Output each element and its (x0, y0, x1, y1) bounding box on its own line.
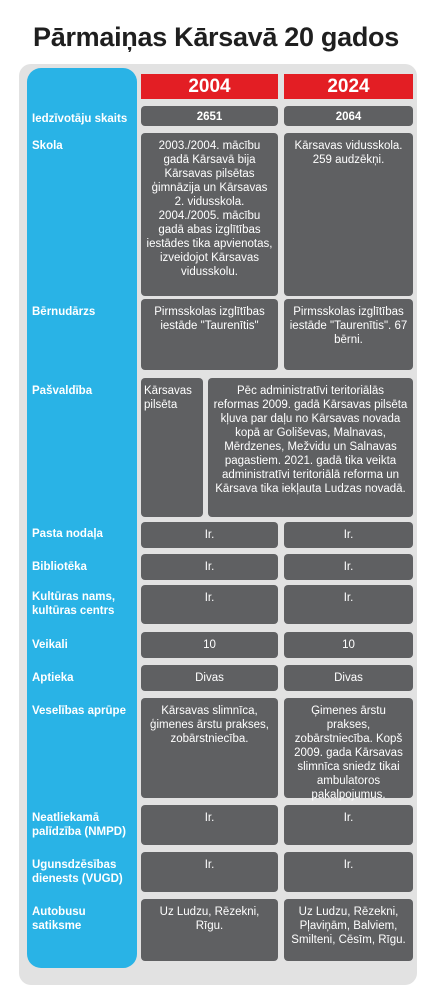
cell-emergency-2004: Ir. (141, 805, 278, 845)
row-label-fire-service: Ugunsdzēsības dienests (VUGD) (32, 859, 123, 885)
cell-emergency-2024: Ir. (284, 805, 413, 845)
cell-fire-service-2024: Ir. (284, 852, 413, 892)
row-label-healthcare: Veselības aprūpe (32, 705, 126, 717)
cell-population-2024: 2064 (284, 106, 413, 126)
column-header-2004: 2004 (141, 74, 278, 99)
row-label-bus-service: Autobusu satiksme (32, 906, 86, 932)
cell-school-2024: Kārsavas vidusskola. 259 audzēkņi. (284, 133, 413, 296)
page-title: Pārmaiņas Kārsavā 20 gados (33, 22, 399, 52)
cell-healthcare-2024: Ģimenes ārstu prakses, zobārstniecība. Kopš 2009. gada Kārsavas slimnīca sniedz tikai ambulatoros pakalpojumus. (284, 698, 413, 798)
cell-culture-house-2004: Ir. (141, 585, 278, 624)
cell-shops-2004: 10 (141, 632, 278, 658)
cell-healthcare-2004: Kārsavas slimnīca, ģimenes ārstu prakses, zobārstniecība. (141, 698, 278, 798)
row-label-library: Bibliotēka (32, 561, 87, 573)
cell-population-2004: 2651 (141, 106, 278, 126)
row-label-post-office: Pasta nodaļa (32, 528, 103, 540)
column-header-2024: 2024 (284, 74, 413, 99)
cell-municipality-2004: Kārsavas pilsēta (141, 378, 203, 517)
cell-bus-service-2024: Uz Ludzu, Rēzekni, Pļaviņām, Balviem, Smilteni, Cēsīm, Rīgu. (284, 899, 413, 961)
cell-library-2004: Ir. (141, 554, 278, 580)
row-label-culture-house: Kultūras nams, kultūras centrs (32, 591, 116, 617)
cell-post-office-2004: Ir. (141, 522, 278, 548)
row-label-school: Skola (32, 140, 63, 152)
row-label-shops: Veikali (32, 639, 68, 651)
cell-culture-house-2024: Ir. (284, 585, 413, 624)
row-label-pharmacy: Aptieka (32, 672, 74, 684)
cell-library-2024: Ir. (284, 554, 413, 580)
cell-school-2004: 2003./2004. mācību gadā Kārsavā bija Kārsavas pilsētas ģimnāzija un Kārsavas 2. vidusskola. 2004./2005. mācību gadā abas izglītības iestādes tika apvienotas, izveidojot Kārsavas vidusskolu. (141, 133, 278, 296)
cell-municipality-2024: Pēc administratīvi teritoriālās reformas 2009. gadā Kārsavas pilsēta kļuva par daļu no Kārsavas novada kopā ar Goliševas, Malnavas, Mērdzenes, Mežvidu un Salnavas pagastiem. 2021. gadā tika veikta administratīvi teritoriālā reforma un Kārsava tika iekļauta Ludzas novadā. (208, 378, 413, 517)
row-label-municipality: Pašvaldība (32, 385, 93, 397)
cell-pharmacy-2004: Divas (141, 665, 278, 691)
row-label-population: Iedzīvotāju skaits (32, 113, 128, 125)
cell-bus-service-2004: Uz Ludzu, Rēzekni, Rīgu. (141, 899, 278, 961)
cell-pharmacy-2024: Divas (284, 665, 413, 691)
row-label-kindergarten: Bērnudārzs (32, 306, 96, 318)
cell-kindergarten-2004: Pirmsskolas izglītības iestāde "Taurenītis" (141, 299, 278, 370)
row-label-emergency: Neatliekamā palīdzība (NMPD) (32, 812, 126, 838)
cell-shops-2024: 10 (284, 632, 413, 658)
cell-kindergarten-2024: Pirmsskolas izglītības iestāde "Taurenītis". 67 bērni. (284, 299, 413, 370)
cell-fire-service-2004: Ir. (141, 852, 278, 892)
cell-post-office-2024: Ir. (284, 522, 413, 548)
